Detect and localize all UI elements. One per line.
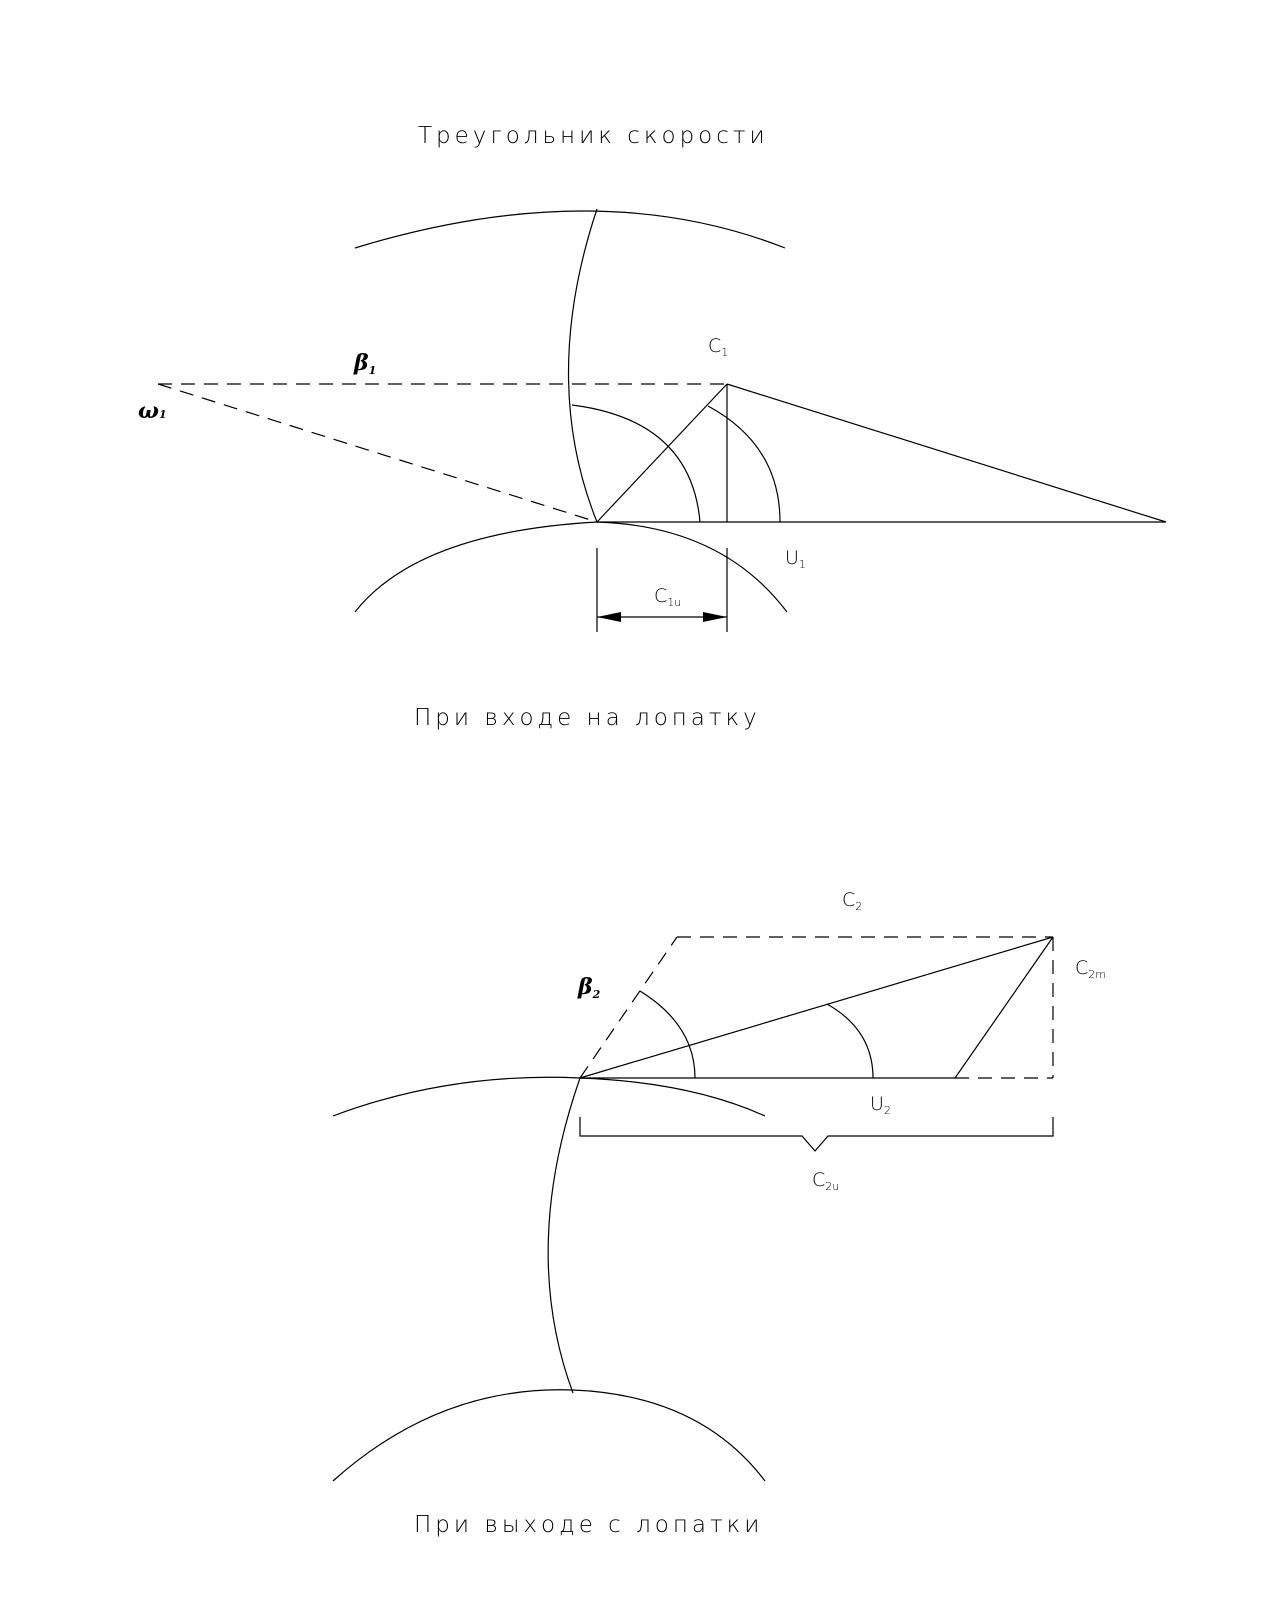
- outlet-angle-arc-alpha2: [827, 1004, 873, 1078]
- outlet-angle-arc-beta2: [640, 991, 695, 1078]
- label-c1u: $C_{1u}$: [654, 585, 682, 609]
- inlet-diagram: [138, 209, 1166, 731]
- label-c2m: $C_{2m}$: [1075, 957, 1106, 981]
- outlet-blade-curve: [548, 1078, 580, 1393]
- inlet-angle-arc-small: [708, 406, 780, 522]
- label-beta1: β1: [354, 350, 377, 377]
- outlet-caption: При выходе с лопатки: [414, 1512, 764, 1538]
- inlet-c1u-arrow-left: [597, 612, 621, 622]
- label-u1: $U_1$: [785, 547, 806, 571]
- outlet-outer-circle-arc: [333, 1077, 765, 1116]
- inlet-blade-curve: [569, 209, 598, 522]
- inlet-c1-vector: [597, 384, 727, 522]
- inlet-outer-circle-arc: [355, 211, 785, 248]
- outlet-w2-vector: [955, 937, 1053, 1078]
- inlet-inner-circle-arc: [355, 522, 787, 612]
- outlet-inner-circle-arc: [333, 1390, 765, 1481]
- label-c2u: $C_{2u}$: [812, 1169, 840, 1193]
- inlet-hypotenuse: [727, 384, 1166, 522]
- outlet-c2-vector: [580, 937, 1053, 1078]
- inlet-angle-arc-large: [572, 405, 700, 522]
- label-omega1: ω1: [138, 398, 167, 424]
- outlet-c2u-brace: [580, 1117, 1053, 1151]
- drawing-title: Треугольник скорости: [418, 123, 769, 149]
- inlet-c1u-arrow-right: [703, 612, 727, 622]
- label-beta2: β2: [578, 974, 601, 1001]
- label-c2: $C_2$: [842, 889, 863, 913]
- outlet-diagram: [333, 889, 1106, 1538]
- inlet-w1-dashed-diagonal: [158, 384, 597, 522]
- inlet-caption: При входе на лопатку: [414, 705, 761, 731]
- label-c1: $C_1$: [708, 335, 729, 359]
- label-u2: $U_2$: [870, 1093, 891, 1117]
